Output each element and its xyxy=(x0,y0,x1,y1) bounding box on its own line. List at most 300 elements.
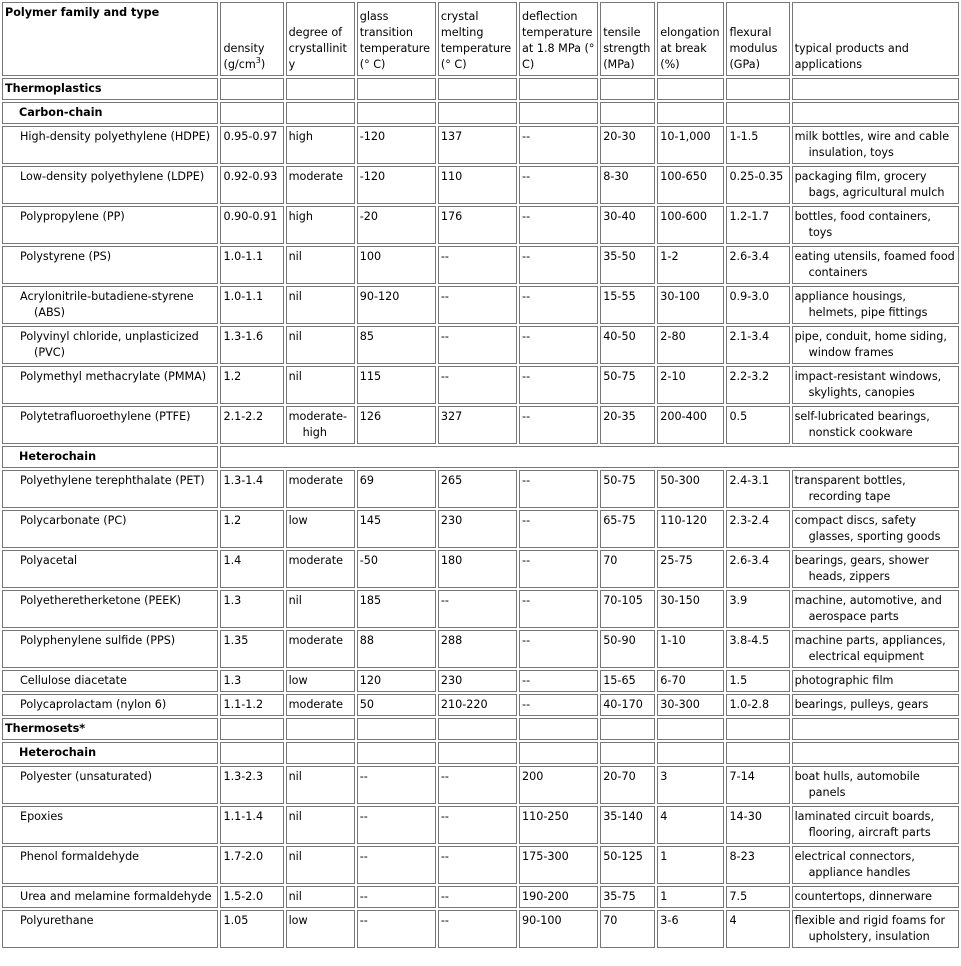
cell-elongation xyxy=(657,206,724,244)
empty-cell xyxy=(657,718,724,740)
deflection-temperature-text: 190-200 xyxy=(522,890,569,903)
cell-density xyxy=(220,206,283,244)
cell-crystal-melting xyxy=(438,670,517,692)
cell-deflection-temperature xyxy=(519,406,598,444)
cell-tensile-strength xyxy=(600,550,655,588)
cell-applications xyxy=(792,630,959,668)
cell-deflection-temperature xyxy=(519,126,598,164)
tensile-strength-text: 70-105 xyxy=(603,594,643,607)
empty-cell xyxy=(600,742,655,764)
tensile-strength-text: 65-75 xyxy=(603,514,636,527)
deflection-temperature-text: -- xyxy=(522,330,531,343)
cell-glass-transition xyxy=(357,910,436,948)
empty-cell xyxy=(792,78,959,100)
cell-flexural-modulus xyxy=(726,910,789,948)
cell-glass-transition xyxy=(357,406,436,444)
empty-cell xyxy=(357,102,436,124)
cell-crystallinity xyxy=(286,406,355,444)
cell-applications xyxy=(792,910,959,948)
cell-density xyxy=(220,590,283,628)
elongation-text: 3-6 xyxy=(660,914,679,927)
cell-deflection-temperature xyxy=(519,694,598,716)
cell-deflection-temperature xyxy=(519,886,598,908)
cell-flexural-modulus xyxy=(726,550,789,588)
applications-text: pipe, conduit, home siding, window frames xyxy=(794,330,947,359)
cell-glass-transition xyxy=(357,286,436,324)
cell-tensile-strength xyxy=(600,246,655,284)
density-text: 1.3-1.6 xyxy=(223,330,264,343)
cell-elongation xyxy=(657,166,724,204)
table-body xyxy=(2,78,959,948)
glass-transition-text: 100 xyxy=(359,250,382,263)
tensile-strength-text: 35-140 xyxy=(603,810,643,823)
crystallinity-text: moderate xyxy=(288,698,344,711)
flexural-modulus-text: 0.9-3.0 xyxy=(729,290,770,303)
applications-text: eating utensils, foamed food containers xyxy=(794,250,955,279)
cell-crystal-melting xyxy=(438,846,517,884)
tensile-strength-text: 40-50 xyxy=(603,330,636,343)
polymer-name-text: Low-density polyethylene (LDPE) xyxy=(20,170,205,183)
cell-crystal-melting xyxy=(438,910,517,948)
crystal-melting-text: -- xyxy=(440,770,449,783)
empty-cell xyxy=(286,78,355,100)
flexural-modulus-text: 3.8-4.5 xyxy=(729,634,770,647)
crystal-melting-text: 230 xyxy=(440,674,463,687)
deflection-temperature-text: -- xyxy=(522,594,531,607)
cell-applications xyxy=(792,470,959,508)
header-crystallinity: degree of crystallinity xyxy=(286,2,355,76)
elongation-text: 1-10 xyxy=(660,634,686,647)
polymer-name-text: Epoxies xyxy=(20,810,64,823)
crystal-melting-text: 265 xyxy=(440,474,463,487)
cell-elongation xyxy=(657,366,724,404)
polymer-name-wrap xyxy=(5,289,215,321)
applications-text: machine, automotive, and aerospace parts xyxy=(794,594,942,623)
glass-transition-text: 126 xyxy=(359,410,382,423)
section-label: Thermoplastics xyxy=(5,82,102,95)
cell-crystallinity xyxy=(286,126,355,164)
crystallinity-text: moderate xyxy=(288,170,344,183)
crystal-melting-text: -- xyxy=(440,370,449,383)
cell-deflection-temperature xyxy=(519,550,598,588)
deflection-temperature-text: -- xyxy=(522,410,531,423)
cell-deflection-temperature xyxy=(519,630,598,668)
section-label: Carbon-chain xyxy=(19,106,103,119)
elongation-text: 1-2 xyxy=(660,250,679,263)
elongation-text: 10-1,000 xyxy=(660,130,711,143)
crystal-melting-text: -- xyxy=(440,594,449,607)
empty-cell xyxy=(286,718,355,740)
cell-flexural-modulus xyxy=(726,510,789,548)
cell-applications xyxy=(792,590,959,628)
crystal-melting-text: -- xyxy=(440,290,449,303)
deflection-temperature-text: -- xyxy=(522,634,531,647)
applications-text: self-lubricated bearings, nonstick cookware xyxy=(794,410,930,439)
cell-polymer-name xyxy=(2,470,218,508)
cell-polymer-name xyxy=(2,886,218,908)
applications-text: countertops, dinnerware xyxy=(794,890,932,903)
polymer-name-text: Polyvinyl chloride, unplasticized (PVC) xyxy=(20,330,199,359)
polymer-name-wrap xyxy=(5,329,215,361)
flexural-modulus-text: 2.3-2.4 xyxy=(729,514,770,527)
header-deflection-temperature: deflection temperature at 1.8 MPa (° C) xyxy=(519,2,598,76)
cell-crystallinity xyxy=(286,766,355,804)
cell-elongation xyxy=(657,470,724,508)
cell-crystallinity xyxy=(286,286,355,324)
cell-polymer-name xyxy=(2,766,218,804)
empty-cell xyxy=(657,742,724,764)
cell-crystal-melting xyxy=(438,470,517,508)
cell-glass-transition xyxy=(357,126,436,164)
table-row xyxy=(2,766,959,804)
polymer-name-text: Polystyrene (PS) xyxy=(20,250,112,263)
crystallinity-text: moderate xyxy=(288,554,344,567)
cell-polymer-name xyxy=(2,206,218,244)
glass-transition-text: 85 xyxy=(359,330,374,343)
elongation-text: 200-400 xyxy=(660,410,708,423)
cell-flexural-modulus xyxy=(726,406,789,444)
cell-applications xyxy=(792,366,959,404)
polymer-name-wrap xyxy=(5,809,215,825)
flexural-modulus-text: 2.6-3.4 xyxy=(729,554,770,567)
header-elongation: elongation at break (%) xyxy=(657,2,724,76)
elongation-text: 3 xyxy=(660,770,668,783)
cell-polymer-name xyxy=(2,806,218,844)
empty-cell xyxy=(519,718,598,740)
deflection-temperature-text: -- xyxy=(522,514,531,527)
crystal-melting-text: 110 xyxy=(440,170,463,183)
cell-deflection-temperature xyxy=(519,766,598,804)
polymer-name-text: Polyester (unsaturated) xyxy=(20,770,152,783)
cell-crystallinity xyxy=(286,846,355,884)
cell-applications xyxy=(792,846,959,884)
subsection-header-row xyxy=(2,102,959,124)
empty-cell xyxy=(438,102,517,124)
tensile-strength-text: 35-50 xyxy=(603,250,636,263)
subsection-title xyxy=(2,102,218,124)
empty-cell xyxy=(519,78,598,100)
cell-tensile-strength xyxy=(600,510,655,548)
cell-flexural-modulus xyxy=(726,590,789,628)
cell-density xyxy=(220,166,283,204)
table-row xyxy=(2,550,959,588)
polymer-name-text: Polyetheretherketone (PEEK) xyxy=(20,594,182,607)
cell-flexural-modulus xyxy=(726,286,789,324)
crystal-melting-text: 210-220 xyxy=(440,698,488,711)
flexural-modulus-text: 1.5 xyxy=(729,674,748,687)
cell-applications xyxy=(792,806,959,844)
deflection-temperature-text: -- xyxy=(522,370,531,383)
cell-crystallinity xyxy=(286,670,355,692)
polymer-name-text: Polycarbonate (PC) xyxy=(20,514,127,527)
cell-tensile-strength xyxy=(600,366,655,404)
density-text: 1.35 xyxy=(223,634,249,647)
cell-density xyxy=(220,470,283,508)
cell-polymer-name xyxy=(2,910,218,948)
tensile-strength-text: 20-35 xyxy=(603,410,636,423)
applications-text: milk bottles, wire and cable insulation, toys xyxy=(794,130,950,159)
cell-deflection-temperature xyxy=(519,510,598,548)
cell-glass-transition xyxy=(357,326,436,364)
applications-text: flexible and rigid foams for upholstery, insulation xyxy=(794,914,946,943)
glass-transition-text: -120 xyxy=(359,170,386,183)
cell-crystal-melting xyxy=(438,126,517,164)
cell-density xyxy=(220,326,283,364)
deflection-temperature-text: -- xyxy=(522,474,531,487)
header-crystal-melting: crystal melting temperature (° C) xyxy=(438,2,517,76)
table-row xyxy=(2,694,959,716)
cell-applications xyxy=(792,886,959,908)
cell-flexural-modulus xyxy=(726,326,789,364)
cell-deflection-temperature xyxy=(519,846,598,884)
cell-flexural-modulus xyxy=(726,366,789,404)
polymer-name-text: Urea and melamine formaldehyde xyxy=(20,890,212,903)
empty-cell xyxy=(600,102,655,124)
empty-cell xyxy=(726,742,789,764)
deflection-temperature-text: 200 xyxy=(522,770,544,783)
crystallinity-text: high xyxy=(288,130,313,143)
cell-polymer-name xyxy=(2,670,218,692)
cell-deflection-temperature xyxy=(519,366,598,404)
crystallinity-text: nil xyxy=(288,850,302,863)
section-title xyxy=(2,78,218,100)
cell-flexural-modulus xyxy=(726,694,789,716)
crystal-melting-text: -- xyxy=(440,850,449,863)
cell-elongation xyxy=(657,126,724,164)
applications-text: bottles, food containers, toys xyxy=(794,210,931,239)
crystallinity-text: nil xyxy=(288,810,302,823)
cell-elongation xyxy=(657,550,724,588)
crystallinity-text: low xyxy=(288,514,308,527)
polymer-name-wrap xyxy=(5,369,215,385)
cell-polymer-name xyxy=(2,630,218,668)
flexural-modulus-text: 7.5 xyxy=(729,890,748,903)
glass-transition-text: -50 xyxy=(359,554,378,567)
polymer-name-wrap xyxy=(5,913,215,929)
cell-density xyxy=(220,886,283,908)
applications-text: bearings, gears, shower heads, zippers xyxy=(794,554,930,583)
cell-elongation xyxy=(657,590,724,628)
polymer-name-wrap xyxy=(5,769,215,785)
cell-polymer-name xyxy=(2,166,218,204)
table-row xyxy=(2,846,959,884)
crystal-melting-text: 327 xyxy=(440,410,463,423)
polymer-name-text: Polytetrafluoroethylene (PTFE) xyxy=(20,410,191,423)
deflection-temperature-text: -- xyxy=(522,130,531,143)
cell-polymer-name xyxy=(2,550,218,588)
cell-crystal-melting xyxy=(438,694,517,716)
cell-crystal-melting xyxy=(438,630,517,668)
cell-density xyxy=(220,366,283,404)
cell-density xyxy=(220,510,283,548)
cell-polymer-name xyxy=(2,846,218,884)
density-text: 1.3 xyxy=(223,674,242,687)
cell-crystallinity xyxy=(286,694,355,716)
crystallinity-text: moderate xyxy=(288,634,344,647)
glass-transition-text: 115 xyxy=(359,370,382,383)
section-label: Heterochain xyxy=(19,450,97,463)
cell-tensile-strength xyxy=(600,590,655,628)
crystallinity-text: nil xyxy=(288,770,302,783)
empty-cell xyxy=(357,718,436,740)
cell-elongation xyxy=(657,246,724,284)
tensile-strength-text: 50-75 xyxy=(603,474,636,487)
empty-cell xyxy=(438,742,517,764)
cell-tensile-strength xyxy=(600,670,655,692)
header-row xyxy=(2,2,959,76)
empty-cell xyxy=(519,742,598,764)
deflection-temperature-text: -- xyxy=(522,210,531,223)
cell-crystallinity xyxy=(286,510,355,548)
cell-applications xyxy=(792,406,959,444)
crystal-melting-text: -- xyxy=(440,914,449,927)
polymer-name-text: Polyethylene terephthalate (PET) xyxy=(20,474,205,487)
glass-transition-text: 88 xyxy=(359,634,374,647)
applications-text: compact discs, safety glasses, sporting goods xyxy=(794,514,941,543)
crystallinity-text: low xyxy=(288,674,308,687)
subsection-header-row xyxy=(2,742,959,764)
table-row xyxy=(2,910,959,948)
cell-density xyxy=(220,694,283,716)
cell-tensile-strength xyxy=(600,846,655,884)
polymer-name-wrap xyxy=(5,849,215,865)
cell-glass-transition xyxy=(357,670,436,692)
cell-applications xyxy=(792,670,959,692)
empty-cell xyxy=(726,78,789,100)
cell-glass-transition xyxy=(357,510,436,548)
empty-cell xyxy=(519,102,598,124)
tensile-strength-text: 50-75 xyxy=(603,370,636,383)
table-row xyxy=(2,166,959,204)
cell-tensile-strength xyxy=(600,286,655,324)
density-text: 1.3-2.3 xyxy=(223,770,264,783)
cell-tensile-strength xyxy=(600,326,655,364)
cell-crystal-melting xyxy=(438,166,517,204)
elongation-text: 100-600 xyxy=(660,210,708,223)
section-label: Heterochain xyxy=(19,746,97,759)
cell-tensile-strength xyxy=(600,126,655,164)
cell-elongation xyxy=(657,886,724,908)
elongation-text: 1 xyxy=(660,890,668,903)
empty-cell xyxy=(220,102,283,124)
crystal-melting-text: -- xyxy=(440,330,449,343)
cell-density xyxy=(220,846,283,884)
tensile-strength-text: 15-55 xyxy=(603,290,636,303)
cell-elongation xyxy=(657,806,724,844)
cell-glass-transition xyxy=(357,470,436,508)
cell-crystal-melting xyxy=(438,246,517,284)
glass-transition-text: -- xyxy=(359,914,368,927)
deflection-temperature-text: -- xyxy=(522,554,531,567)
density-text: 0.95-0.97 xyxy=(223,130,278,143)
empty-cell xyxy=(726,102,789,124)
cell-polymer-name xyxy=(2,126,218,164)
cell-elongation xyxy=(657,910,724,948)
cell-applications xyxy=(792,166,959,204)
applications-text: machine parts, appliances, electrical equipment xyxy=(794,634,946,663)
empty-cell xyxy=(657,102,724,124)
cell-tensile-strength xyxy=(600,206,655,244)
polymer-name-text: High-density polyethylene (HDPE) xyxy=(20,130,211,143)
cell-flexural-modulus xyxy=(726,630,789,668)
glass-transition-text: -- xyxy=(359,890,368,903)
empty-cell xyxy=(600,78,655,100)
polymer-name-wrap xyxy=(5,129,215,145)
density-text: 1.1-1.4 xyxy=(223,810,264,823)
empty-cell xyxy=(792,742,959,764)
polymer-name-wrap xyxy=(5,209,215,225)
cell-crystallinity xyxy=(286,326,355,364)
flexural-modulus-text: 1.0-2.8 xyxy=(729,698,770,711)
empty-cell xyxy=(220,718,283,740)
cell-glass-transition xyxy=(357,366,436,404)
cell-deflection-temperature xyxy=(519,470,598,508)
cell-tensile-strength xyxy=(600,910,655,948)
applications-text: laminated circuit boards, flooring, aircraft parts xyxy=(794,810,935,839)
cell-elongation xyxy=(657,510,724,548)
cell-glass-transition xyxy=(357,846,436,884)
flexural-modulus-text: 14-30 xyxy=(729,810,762,823)
cell-glass-transition xyxy=(357,206,436,244)
cell-tensile-strength xyxy=(600,806,655,844)
flexural-modulus-text: 1-1.5 xyxy=(729,130,759,143)
polymer-name-text: Cellulose diacetate xyxy=(20,674,127,687)
cell-flexural-modulus xyxy=(726,166,789,204)
cell-polymer-name xyxy=(2,694,218,716)
cell-elongation xyxy=(657,326,724,364)
cell-applications xyxy=(792,510,959,548)
cell-elongation xyxy=(657,694,724,716)
elongation-text: 110-120 xyxy=(660,514,708,527)
cell-crystallinity xyxy=(286,246,355,284)
cell-polymer-name xyxy=(2,406,218,444)
cell-flexural-modulus xyxy=(726,886,789,908)
cell-crystal-melting xyxy=(438,806,517,844)
cell-deflection-temperature xyxy=(519,206,598,244)
density-text: 1.4 xyxy=(223,554,242,567)
table-row xyxy=(2,806,959,844)
empty-cell xyxy=(220,742,283,764)
cell-flexural-modulus xyxy=(726,206,789,244)
tensile-strength-text: 20-30 xyxy=(603,130,636,143)
cell-density xyxy=(220,766,283,804)
density-text: 1.1-1.2 xyxy=(223,698,264,711)
glass-transition-text: 120 xyxy=(359,674,382,687)
cell-elongation xyxy=(657,670,724,692)
glass-transition-text: -- xyxy=(359,770,368,783)
cell-tensile-strength xyxy=(600,470,655,508)
polymer-name-wrap xyxy=(5,673,215,689)
polymer-name-text: Phenol formaldehyde xyxy=(20,850,140,863)
cell-glass-transition xyxy=(357,246,436,284)
density-text: 1.05 xyxy=(223,914,249,927)
polymer-name-wrap xyxy=(5,633,215,649)
empty-cell xyxy=(726,718,789,740)
cell-density xyxy=(220,286,283,324)
crystallinity-text: nil xyxy=(288,330,302,343)
deflection-temperature-text: 110-250 xyxy=(522,810,569,823)
cell-glass-transition xyxy=(357,886,436,908)
crystal-melting-text: -- xyxy=(440,810,449,823)
deflection-temperature-text: 175-300 xyxy=(522,850,569,863)
crystal-melting-text: 230 xyxy=(440,514,463,527)
cell-elongation xyxy=(657,630,724,668)
crystallinity-text: moderate xyxy=(288,474,344,487)
glass-transition-text: 90-120 xyxy=(359,290,400,303)
cell-crystal-melting xyxy=(438,406,517,444)
cell-glass-transition xyxy=(357,806,436,844)
crystal-melting-text: 180 xyxy=(440,554,463,567)
